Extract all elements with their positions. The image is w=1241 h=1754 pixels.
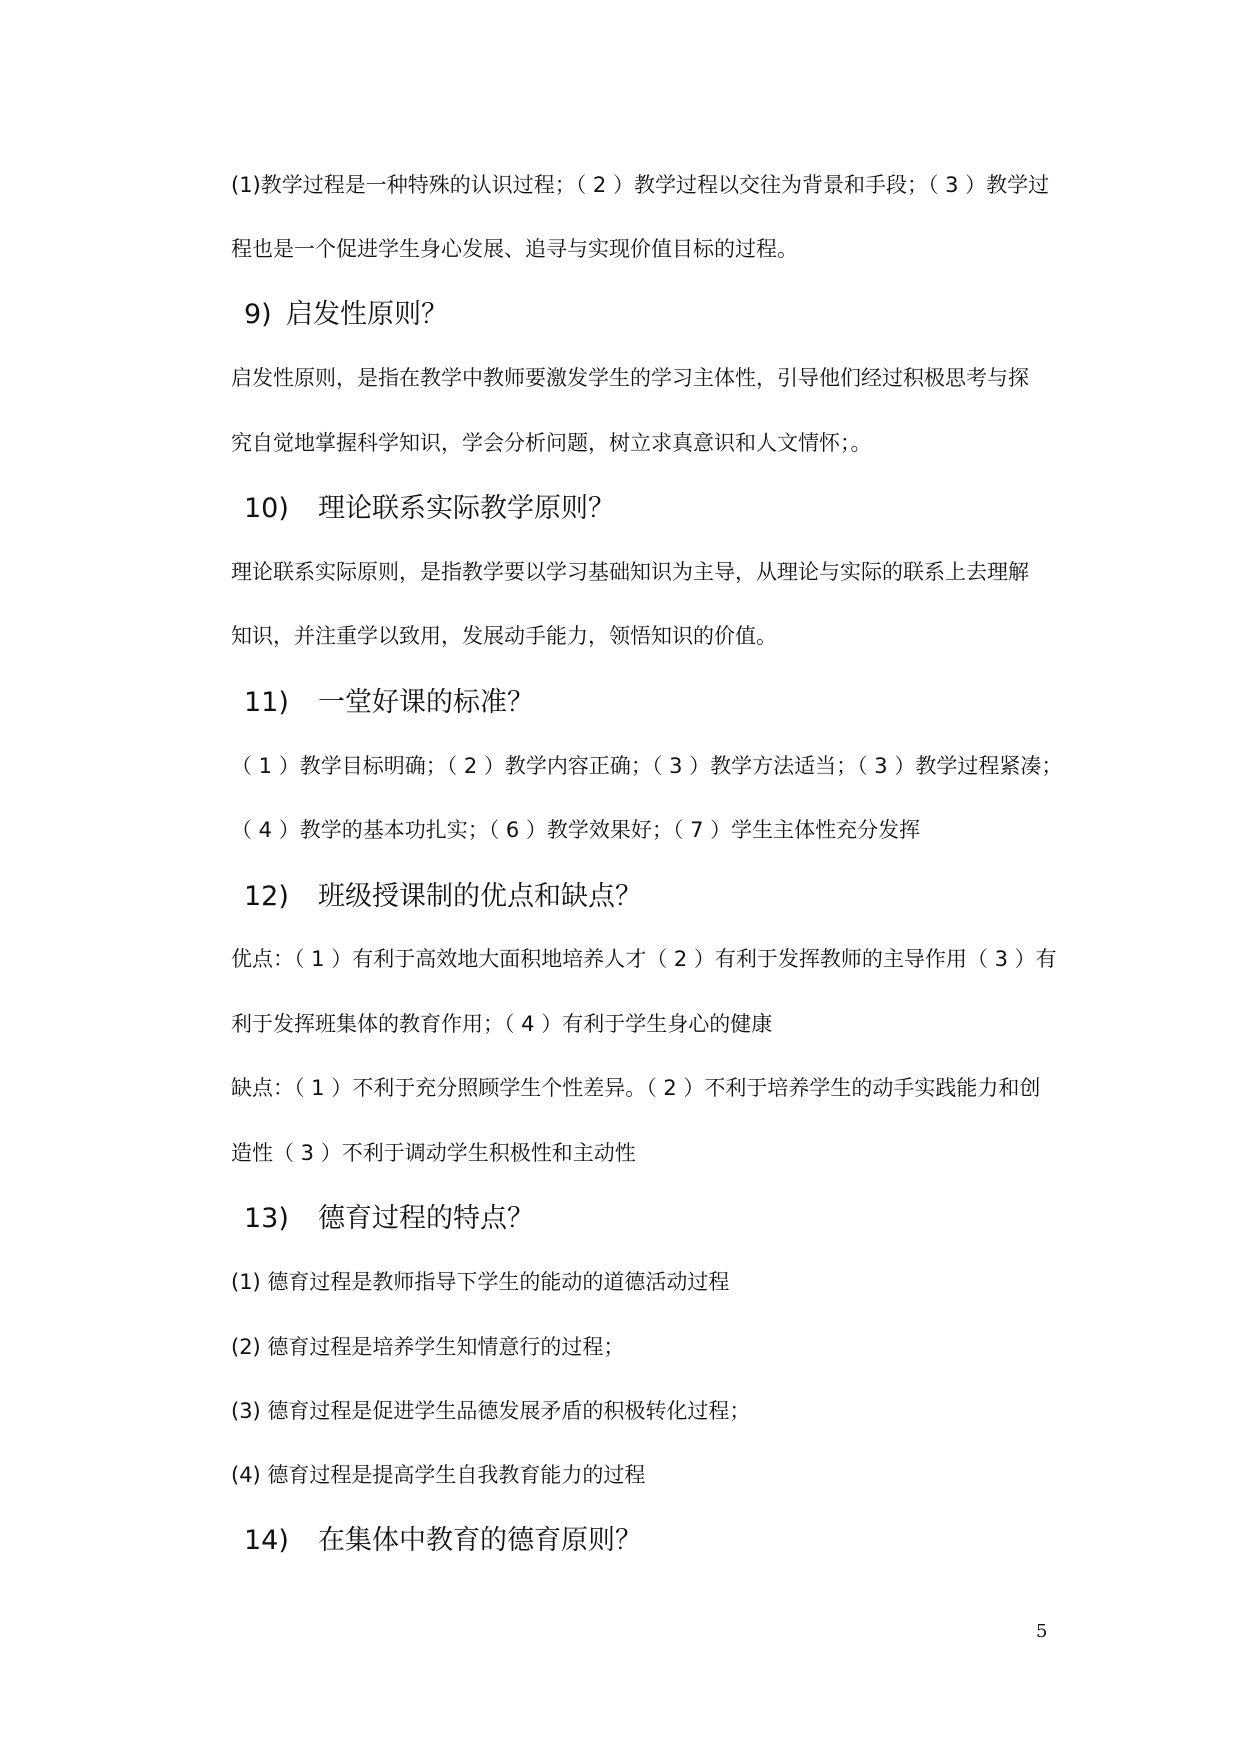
paragraph-line: 理论联系实际原则，是指教学要以学习基础知识为主导，从理论与实际的联系上去理解	[231, 560, 1029, 584]
section-heading-10	[244, 491, 1074, 527]
paragraph-line: 程也是一个促进学生身心发展、追寻与实现价值目标的过程。	[231, 237, 798, 261]
paragraph-line: 究自觉地掌握科学知识，学会分析问题，树立求真意识和人文情怀；。	[231, 431, 872, 455]
paragraph-line: 缺点：（ 1 ）不利于充分照顾学生个性差异。（ 2 ）不利于培养学生的动手实践能力和创	[231, 1076, 1041, 1100]
heading-text: 启发性原则？	[286, 299, 448, 330]
heading-text: 在集体中教育的德育原则？	[318, 1525, 642, 1556]
paragraph-line: 造性（ 3 ）不利于调动学生积极性和主动性	[231, 1141, 636, 1165]
page-number: 5	[1036, 1621, 1048, 1642]
heading-text: 理论联系实际教学原则？	[318, 493, 615, 524]
paragraph-line: （ 4 ）教学的基本功扎实；（ 6 ）教学效果好；（ 7 ）学生主体性充分发挥	[231, 818, 921, 842]
heading-text: 班级授课制的优点和缺点？	[318, 881, 642, 912]
heading-number: 10)	[244, 493, 289, 524]
list-item: (1) 德育过程是教师指导下学生的能动的道德活动过程	[231, 1270, 730, 1294]
heading-number: 11)	[244, 687, 289, 718]
section-heading-11	[244, 685, 1074, 721]
list-item: (4) 德育过程是提高学生自我教育能力的过程	[231, 1463, 646, 1487]
heading-text: 一堂好课的标准？	[318, 687, 534, 718]
section-heading-12	[244, 879, 1074, 915]
paragraph-line: 利于发挥班集体的教育作用；（ 4 ）有利于学生身心的健康	[231, 1012, 773, 1036]
section-heading-14	[244, 1523, 1074, 1559]
heading-number: 14)	[244, 1525, 289, 1556]
heading-number: 9)	[244, 299, 272, 330]
section-heading-9	[244, 297, 1074, 333]
heading-number: 12)	[244, 881, 289, 912]
paragraph-line: （ 1 ）教学目标明确；（ 2 ）教学内容正确；（ 3 ）教学方法适当；（ 3 ）教学过程紧凑；	[231, 754, 1063, 778]
heading-number: 13)	[244, 1203, 289, 1234]
section-heading-13	[244, 1201, 1074, 1237]
list-item: (2) 德育过程是培养学生知情意行的过程；	[231, 1335, 625, 1359]
paragraph-line: 知识，并注重学以致用，发展动手能力，领悟知识的价值。	[231, 624, 777, 648]
list-item: (3) 德育过程是促进学生品德发展矛盾的积极转化过程；	[231, 1399, 751, 1423]
paragraph-line: (1)教学过程是一种特殊的认识过程；（ 2 ）教学过程以交往为背景和手段；（ 3 ）教学过	[231, 173, 1050, 197]
paragraph-line: 启发性原则，是指在教学中教师要激发学生的学习主体性，引导他们经过积极思考与探	[231, 366, 1029, 390]
heading-text: 德育过程的特点？	[318, 1203, 534, 1234]
paragraph-line: 优点：（ 1 ）有利于高效地大面积地培养人才（ 2 ）有利于发挥教师的主导作用（ 3 ）有	[231, 947, 1057, 971]
